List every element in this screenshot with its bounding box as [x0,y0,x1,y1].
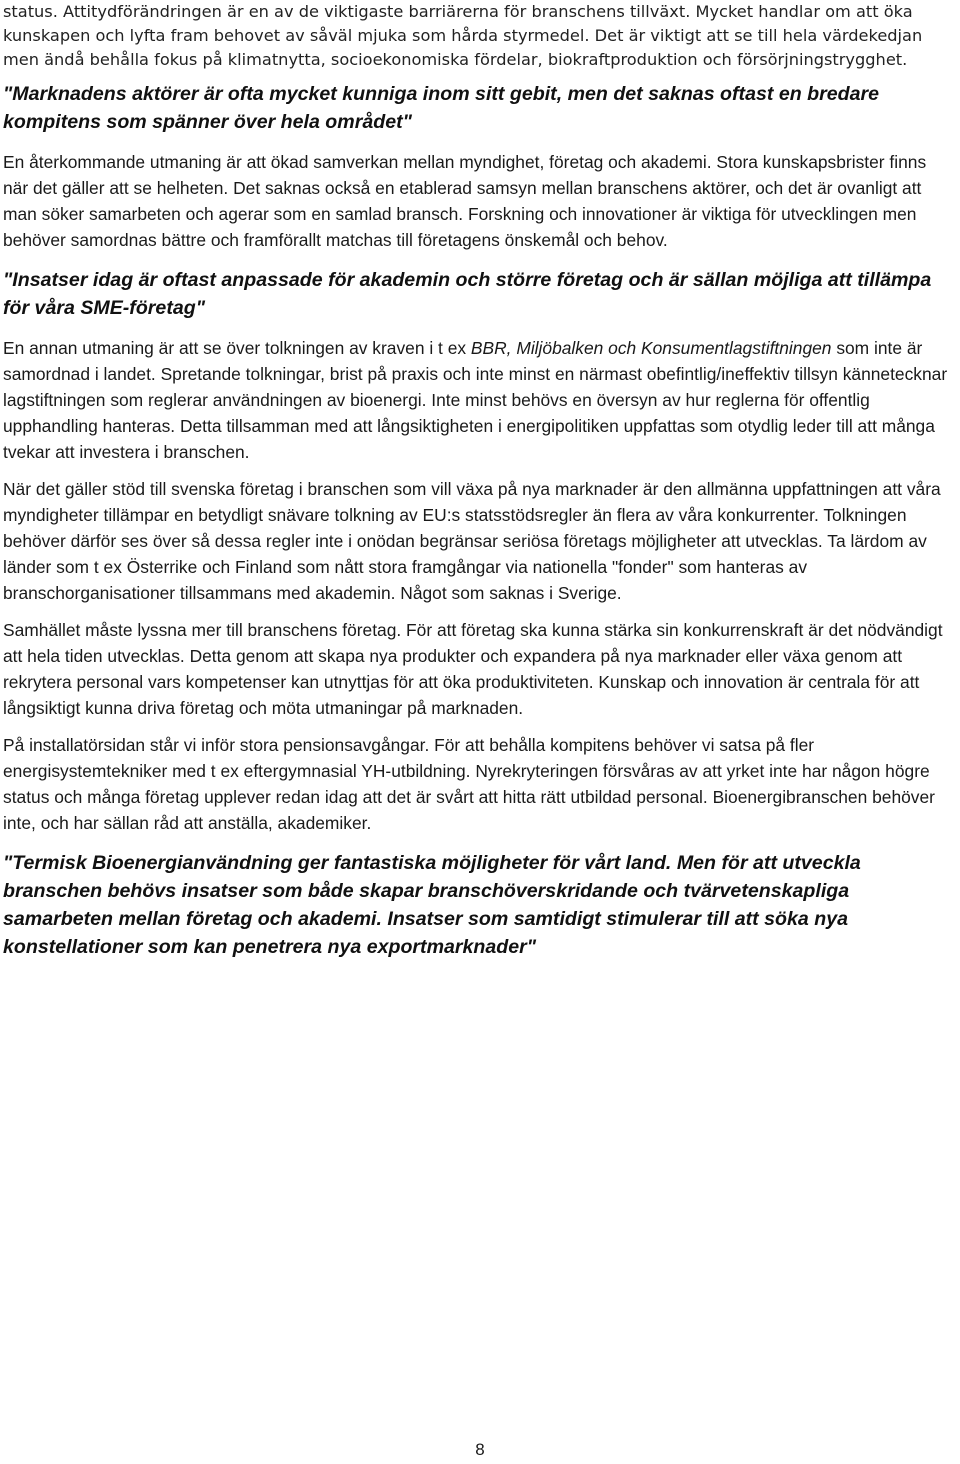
body-paragraph-3: När det gäller stöd till svenska företag i branschen som vill växa på nya marknader är den allmänna uppfattningen att våra myndigheter tillämpar en betydligt snävare tolkning av EU:s statsstödsregler än flera av våra konkurrenter. Tolkningen behöver därför ses över så dessa regler inte i onödan begränsar seriösa företags möjligheter att utvecklas. Ta lärdom av länder som t ex Österrike och Finland som nått stora framgångar via nationella "fonder" som hanteras av branschorganisationer tillsammans med akademin. Något som saknas i Sverige. [3,479,941,603]
body-paragraph-2 [3,335,955,465]
pull-quote-2: "Insatser idag är oftast anpassade för akademin och större företag och är sällan möjliga att tillämpa för våra SME-företag" [3,269,932,319]
body-paragraph-2-end: som inte är samordnad i landet. Spretande tolkningar, brist på praxis och inte minst en närmast obefintlig/ineffektiv tillsyn kännetecknar lagstiftningen som reglerar användningen av bioenergi. Inte minst behövs en översyn av hur reglerna för offentlig upphandling hanteras. Detta tillsamman med att långsiktigheten i energipolitiken uppfattas som otydlig leder till att många tvekar att investera i branschen. [3,338,948,462]
intro-paragraph: status. Attitydförändringen är en av de viktigaste barriärerna för branschens tillväxt. Mycket handlar om att öka kunskapen och lyfta fram behovet av såväl mjuka som hårda styrmedel. Det är viktigt att se till hela värdekedjan men ändå behålla fokus på klimatnytta, socioekonomiska fördelar, biokraftproduktion och försörjningstrygghet. [3,2,923,69]
pull-quote-1: "Marknadens aktörer är ofta mycket kunniga inom sitt gebit, men det saknas oftast en bredare kompitens som spänner över hela området" [3,83,880,133]
body-paragraph-5: På installatörsidan står vi inför stora pensionsavgångar. För att behålla kompitens behöver vi satsa på fler energisystemtekniker med t ex eftergymnasial YH-utbildning. Nyrekryteringen försvåras av att yrket inte har någon högre status och många företag upplever redan idag att det är svårt att hitta rätt utbildad personal. Bioenergibranschen behöver inte, och har sällan råd att anställa, akademiker. [3,735,935,833]
body-paragraph-2-start: En annan utmaning är att se över tolkningen av kraven i t ex [3,338,471,358]
body-paragraph-4: Samhället måste lyssna mer till branschens företag. För att företag ska kunna stärka sin konkurrenskraft är det nödvändigt att hela tiden utvecklas. Detta genom att skapa nya produkter och expandera på nya marknader eller växa genom att rekrytera personal vars kompetenser kan utnyttjas för att öka produktiviteten. Kunskap och innovation är centrala för att långsiktigt kunna driva företag och möta utmaningar på marknaden. [3,620,943,718]
pull-quote-3: "Termisk Bioenergianvändning ger fantastiska möjligheter för vårt land. Men för att utveckla branschen behövs insatser som både skapar branschöverskridande och tvärvetenskapliga samarbeten mellan företag och akademi. Insatser som samtidigt stimulerar till att söka nya konstellationer som kan penetrera nya exportmarknader" [3,852,861,958]
body-paragraph-1: En återkommande utmaning är att ökad samverkan mellan myndighet, företag och akademi. Stora kunskapsbrister finns när det gäller att se helheten. Det saknas också en etablerad samsyn mellan branschens aktörer, och det är ovanligt att man söker samarbeten och agerar som en samlad bransch. Forskning och innovationer är viktiga för utvecklingen men behöver samordnas bättre och framförallt matchas till företagens önskemål och behov. [3,152,927,250]
page-number: 8 [475,1440,485,1459]
law-names-italic: BBR, Miljöbalken och Konsumentlagstiftningen [470,338,832,358]
document-page [3,0,955,973]
